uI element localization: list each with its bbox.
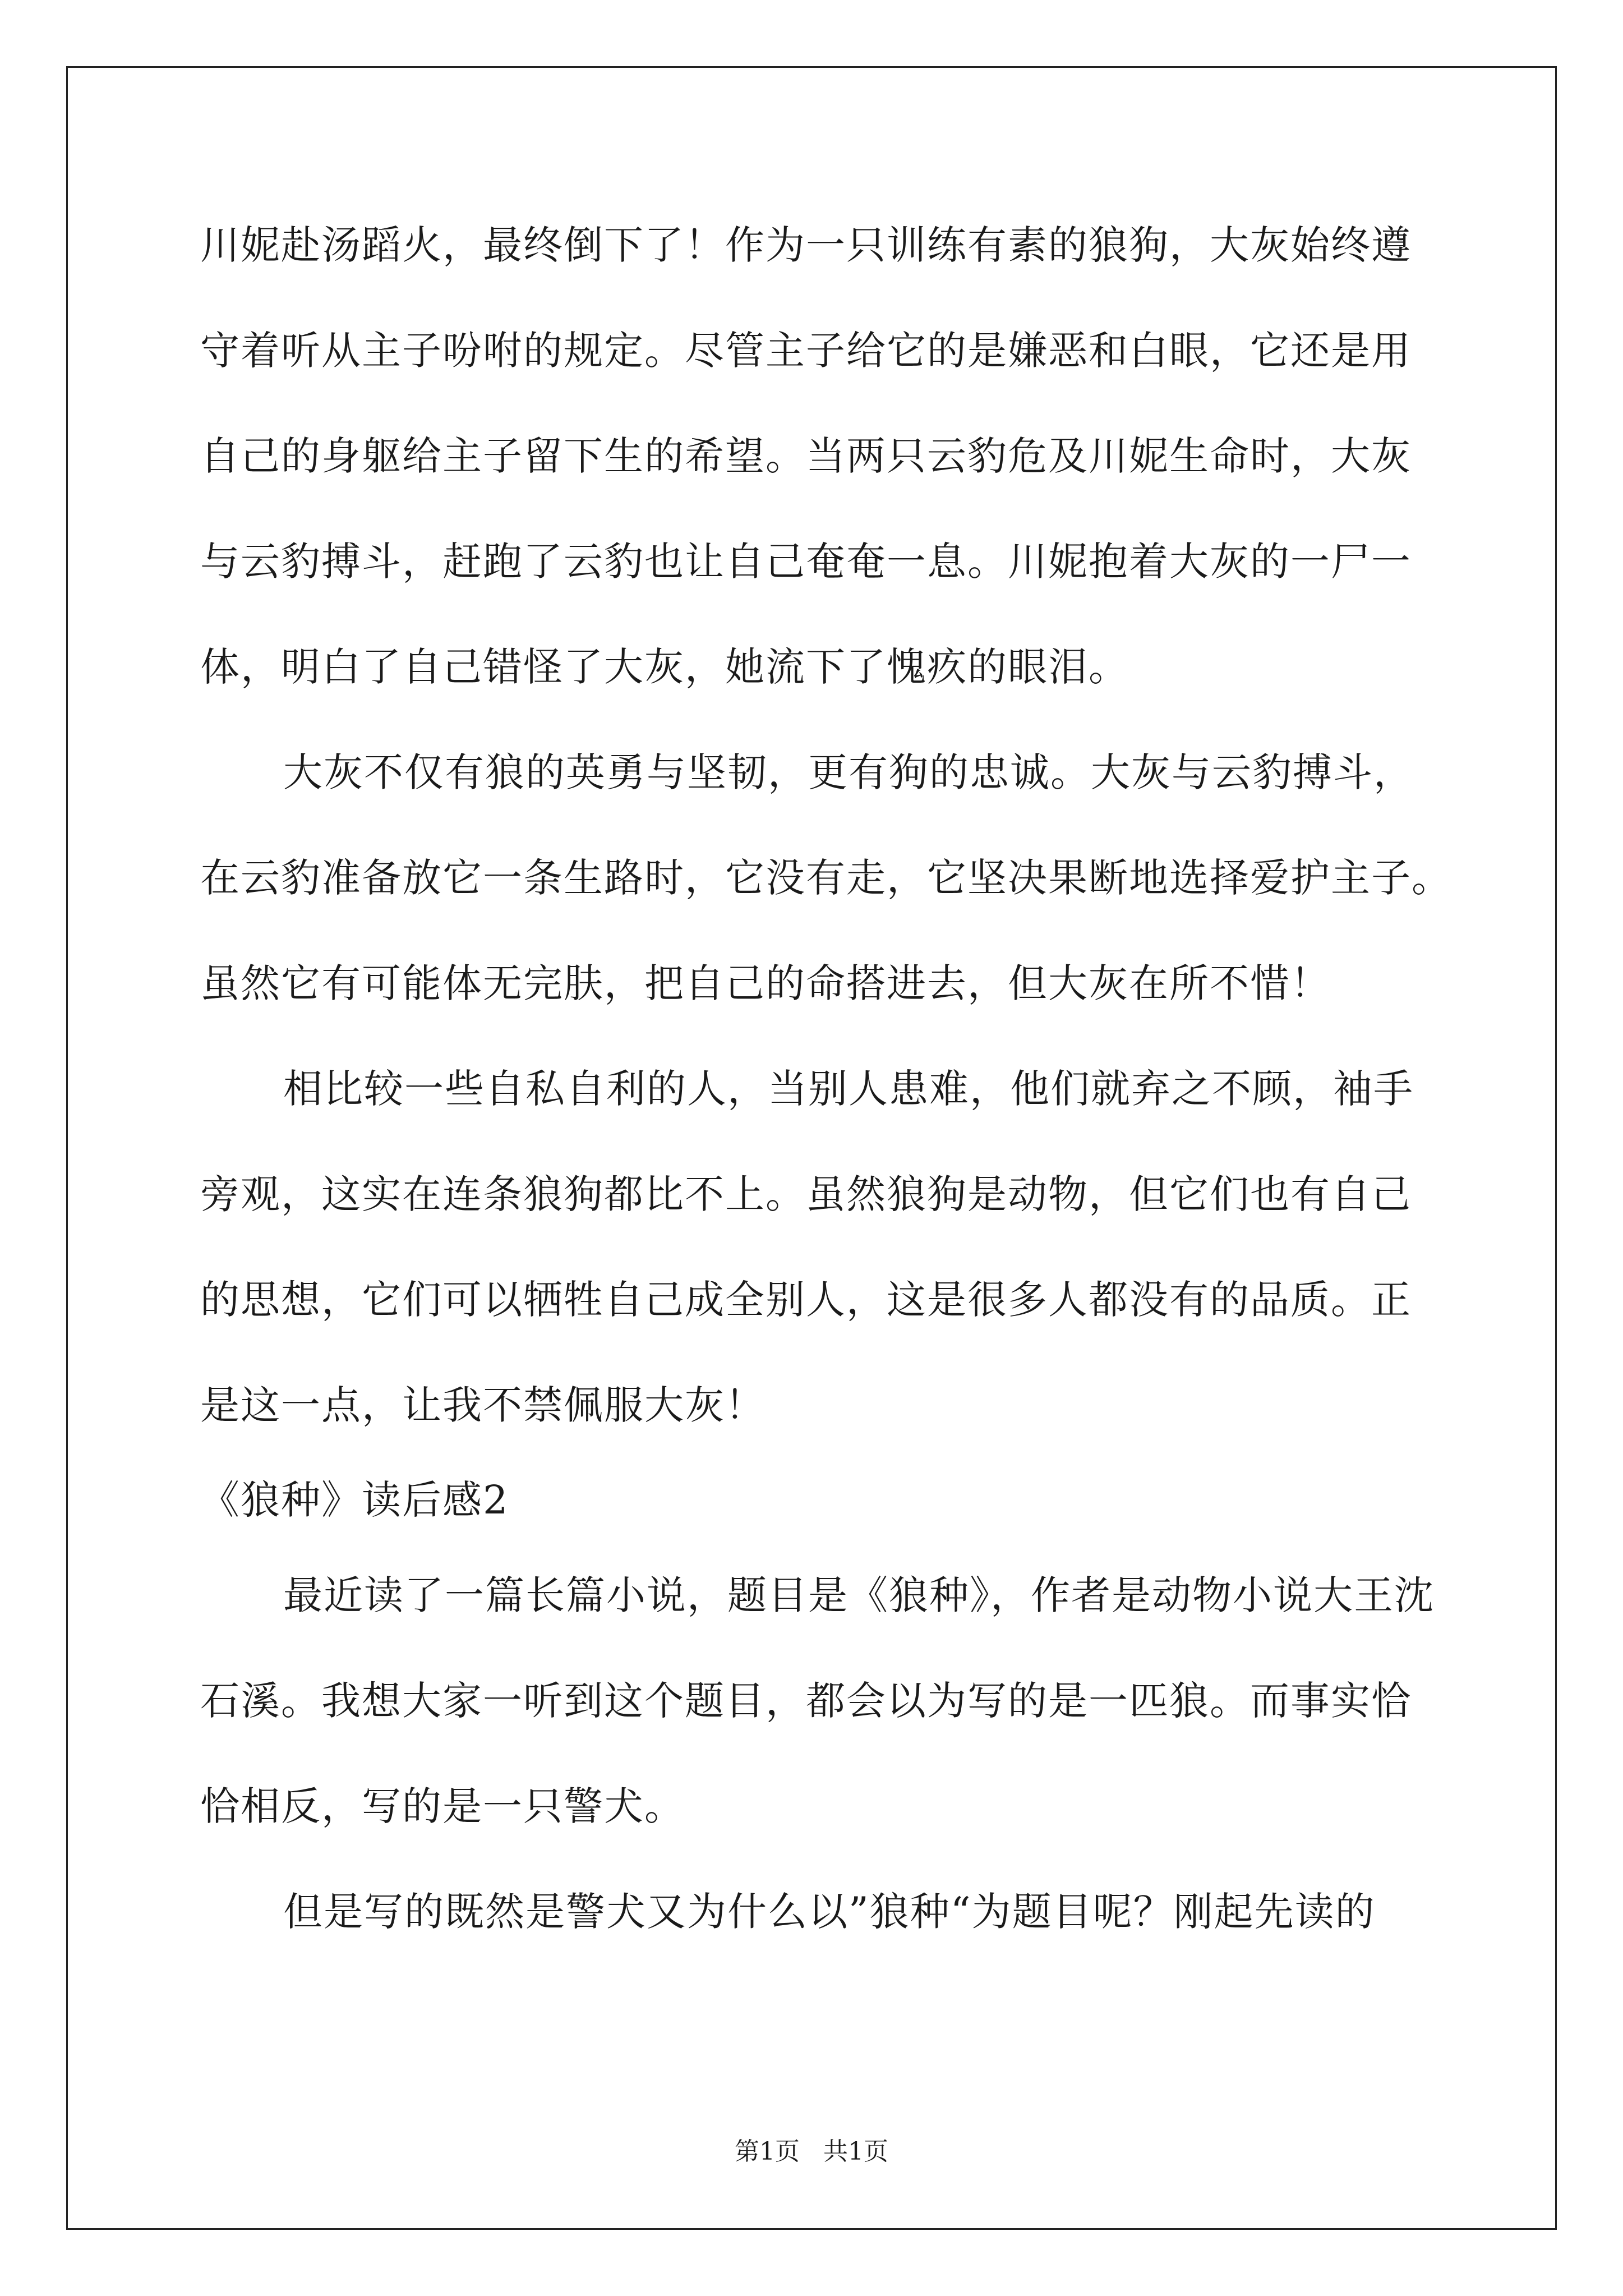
text-line: 自己的身躯给主子留下生的希望。当两只云豹危及川妮生命时，大灰 — [200, 433, 1412, 479]
text-line: 川妮赴汤蹈火，最终倒下了！作为一只训练有素的狼狗，大灰始终遵 — [200, 222, 1412, 268]
text-line: 最近读了一篇长篇小说，题目是《狼种》，作者是动物小说大王沈 — [283, 1572, 1435, 1618]
text-line: 在云豹准备放它一条生路时，它没有走，它坚决果断地选择爱护主子。 — [200, 855, 1452, 901]
text-line: 体，明白了自己错怪了大灰，她流下了愧疚的眼泪。 — [200, 644, 1129, 690]
text-line: 旁观，这实在连条狼狗都比不上。虽然狼狗是动物，但它们也有自己 — [200, 1171, 1412, 1217]
text-line: 但是写的既然是警犬又为什么以”狼种“为题目呢？刚起先读的 — [283, 1889, 1376, 1935]
text-line: 守着听从主子吩咐的规定。尽管主子给它的是嫌恶和白眼，它还是用 — [200, 328, 1412, 374]
text-line: 与云豹搏斗，赶跑了云豹也让自己奄奄一息。川妮抱着大灰的一尸一 — [200, 539, 1412, 585]
text-line: 恰相反，写的是一只警犬。 — [200, 1783, 685, 1829]
section-heading: 《狼种》读后感2 — [200, 1477, 509, 1523]
text-line: 是这一点，让我不禁佩服大灰！ — [200, 1382, 766, 1428]
text-line: 的思想，它们可以牺牲自己成全别人，这是很多人都没有的品质。正 — [200, 1277, 1412, 1323]
page-footer: 第1页 共1页 — [735, 2137, 888, 2166]
text-line: 大灰不仅有狼的英勇与坚韧，更有狗的忠诚。大灰与云豹搏斗， — [283, 749, 1414, 795]
text-line: 石溪。我想大家一听到这个题目，都会以为写的是一匹狼。而事实恰 — [200, 1678, 1412, 1724]
text-line: 虽然它有可能体无完肤，把自己的命搭进去，但大灰在所不惜！ — [200, 960, 1331, 1006]
text-line: 相比较一些自私自利的人，当别人患难，他们就弃之不顾，袖手 — [283, 1066, 1414, 1112]
